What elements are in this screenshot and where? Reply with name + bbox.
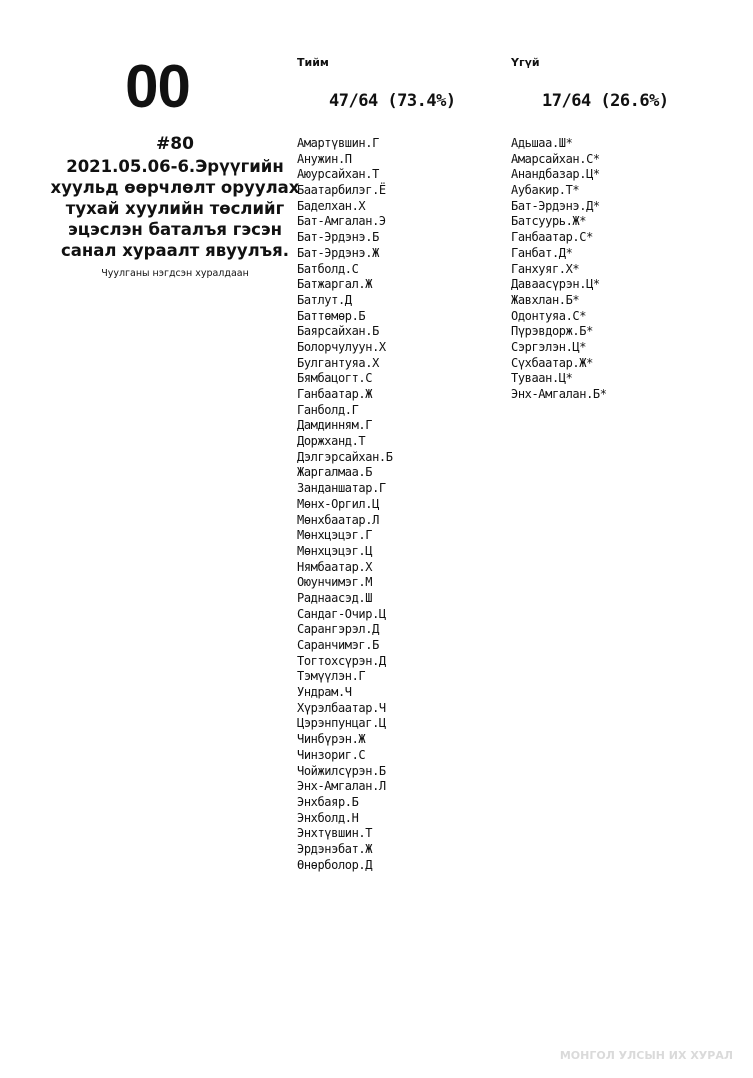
yes-voter-name: Тэмүүлэн.Г [297,669,366,684]
no-voter-name: Сэргэлэн.Ц* [511,339,587,354]
yes-voter-name: Аюурсайхан.Т [297,167,379,182]
yes-voter-name: Бат-Эрдэнэ.Ж [297,245,379,260]
yes-voter-name: Ундрам.Ч [297,685,352,700]
yes-voter-name: Энхтүвшин.Т [297,826,373,841]
yes-voter-name: Бат-Эрдэнэ.Б [297,230,379,245]
yes-voter-name: Жаргалмаа.Б [297,465,373,480]
yes-voter-name: Баделхан.Х [297,198,366,213]
yes-voter-name: Дамдинням.Г [297,418,373,433]
yes-voter-name: Тогтохсүрэн.Д [297,653,386,668]
no-voter-name: Сүхбаатар.Ж* [511,355,593,370]
no-column-header: Үгүй [511,56,540,69]
yes-voter-list [297,136,393,873]
yes-voter-name: Анужин.П [297,151,352,166]
yes-voter-name: Мөнх-Оргил.Ц [297,496,379,511]
motion-line: хуульд өөрчлөлт оруулах [50,178,300,197]
yes-voter-name: Мөнхцэцэг.Г [297,528,373,543]
yes-voter-name: Батлут.Д [297,292,352,307]
yes-voter-name: Эрдэнэбат.Ж [297,841,373,856]
yes-voter-name: Баярсайхан.Б [297,324,379,339]
yes-voter-name: Батжаргал.Ж [297,277,373,292]
yes-voter-name: Чинбүрэн.Ж [297,732,366,747]
motion-number: #80 [156,134,194,154]
yes-voter-name: Бат-Амгалан.Э [297,214,386,229]
yes-result: 47/64 (73.4%) [329,91,456,111]
yes-voter-name: Чойжилсүрэн.Б [297,763,386,778]
no-voter-name: Жавхлан.Б* [511,292,580,307]
no-voter-name: Туваан.Ц* [511,371,573,386]
yes-voter-name: Цэрэнпунцаг.Ц [297,716,386,731]
yes-voter-name: Амартүвшин.Г [297,136,379,150]
motion-title-block [20,133,330,280]
motion-line: санал хураалт явуулъя. [60,241,290,260]
motion-line: эцэслэн баталъя гэсэн [67,220,283,239]
motion-line: 2021.05.06-6.Эрүүгийн [66,157,284,176]
yes-voter-name: Баттөмөр.Б [297,308,366,323]
no-voter-name: Одонтуяа.С* [511,308,587,323]
no-voter-name: Пүрэвдорж.Б* [511,324,593,339]
motion-text [20,156,330,261]
no-voter-name: Адьшаа.Ш* [511,136,573,150]
no-voter-name: Энх-Амгалан.Б* [511,387,607,401]
yes-voter-name: Энхболд.Н [297,810,359,825]
yes-voter-name: Саранчимэг.Б [297,638,379,652]
yes-voter-name: Булгантуяа.Х [297,355,379,370]
yes-voter-name: Энхбаяр.Б [297,794,359,809]
yes-voter-name: Батболд.С [297,261,359,276]
yes-voter-name: Баатарбилэг.Ё [297,183,386,198]
yes-voter-name: Энх-Амгалан.Л [297,779,386,794]
yes-voter-name: Оюунчимэг.М [297,575,373,590]
no-voter-name: Даваасүрэн.Ц* [511,277,600,292]
yes-voter-name: Ганбаатар.Ж [297,387,373,401]
yes-voter-name: Болорчулуун.Х [297,339,386,354]
yes-voter-name: Сарангэрэл.Д [297,622,379,637]
no-voter-name: Ганбат.Д* [511,245,573,260]
no-voter-name: Амарсайхан.С* [511,151,600,166]
yes-voter-name: Ганболд.Г [297,402,359,417]
no-voter-name: Аубакир.Т* [511,183,580,198]
yes-voter-name: Занданшатар.Г [297,481,386,496]
yes-voter-name: Хүрэлбаатар.Ч [297,700,386,715]
no-voter-name: Анандбазар.Ц* [511,167,600,182]
no-voter-name: Ганбаатар.С* [511,230,593,245]
no-voter-name: Батсуурь.Ж* [511,214,587,229]
motion-line: тухай хуулийн төслийг [65,199,285,218]
no-voter-list [511,136,607,403]
yes-voter-name: Дэлгэрсайхан.Б [297,449,393,464]
no-voter-name: Бат-Эрдэнэ.Д* [511,198,600,213]
yes-voter-name: Мөнхцэцэг.Ц [297,543,373,558]
yes-column-header: Тийм [297,56,329,69]
yes-voter-name: Раднаасэд.Ш [297,590,373,605]
yes-voter-name: Сандаг-Очир.Ц [297,606,386,621]
no-result: 17/64 (26.6%) [542,91,669,111]
yes-voter-name: Бямбацогт.С [297,371,373,386]
yes-voter-name: Нямбаатар.Х [297,559,373,574]
vote-code: 00 [125,53,190,120]
yes-voter-name: Өнөрболор.Д [297,857,373,872]
session-label: Чуулганы нэгдсэн хуралдаан [101,268,249,279]
no-voter-name: Ганхуяг.Х* [511,261,580,276]
yes-voter-name: Чинзориг.С [297,747,366,762]
yes-voter-name: Мөнхбаатар.Л [297,512,379,527]
yes-voter-name: Доржханд.Т [297,434,366,449]
watermark: МОНГОЛ УЛСЫН ИХ ХУРАЛ [559,1049,733,1062]
